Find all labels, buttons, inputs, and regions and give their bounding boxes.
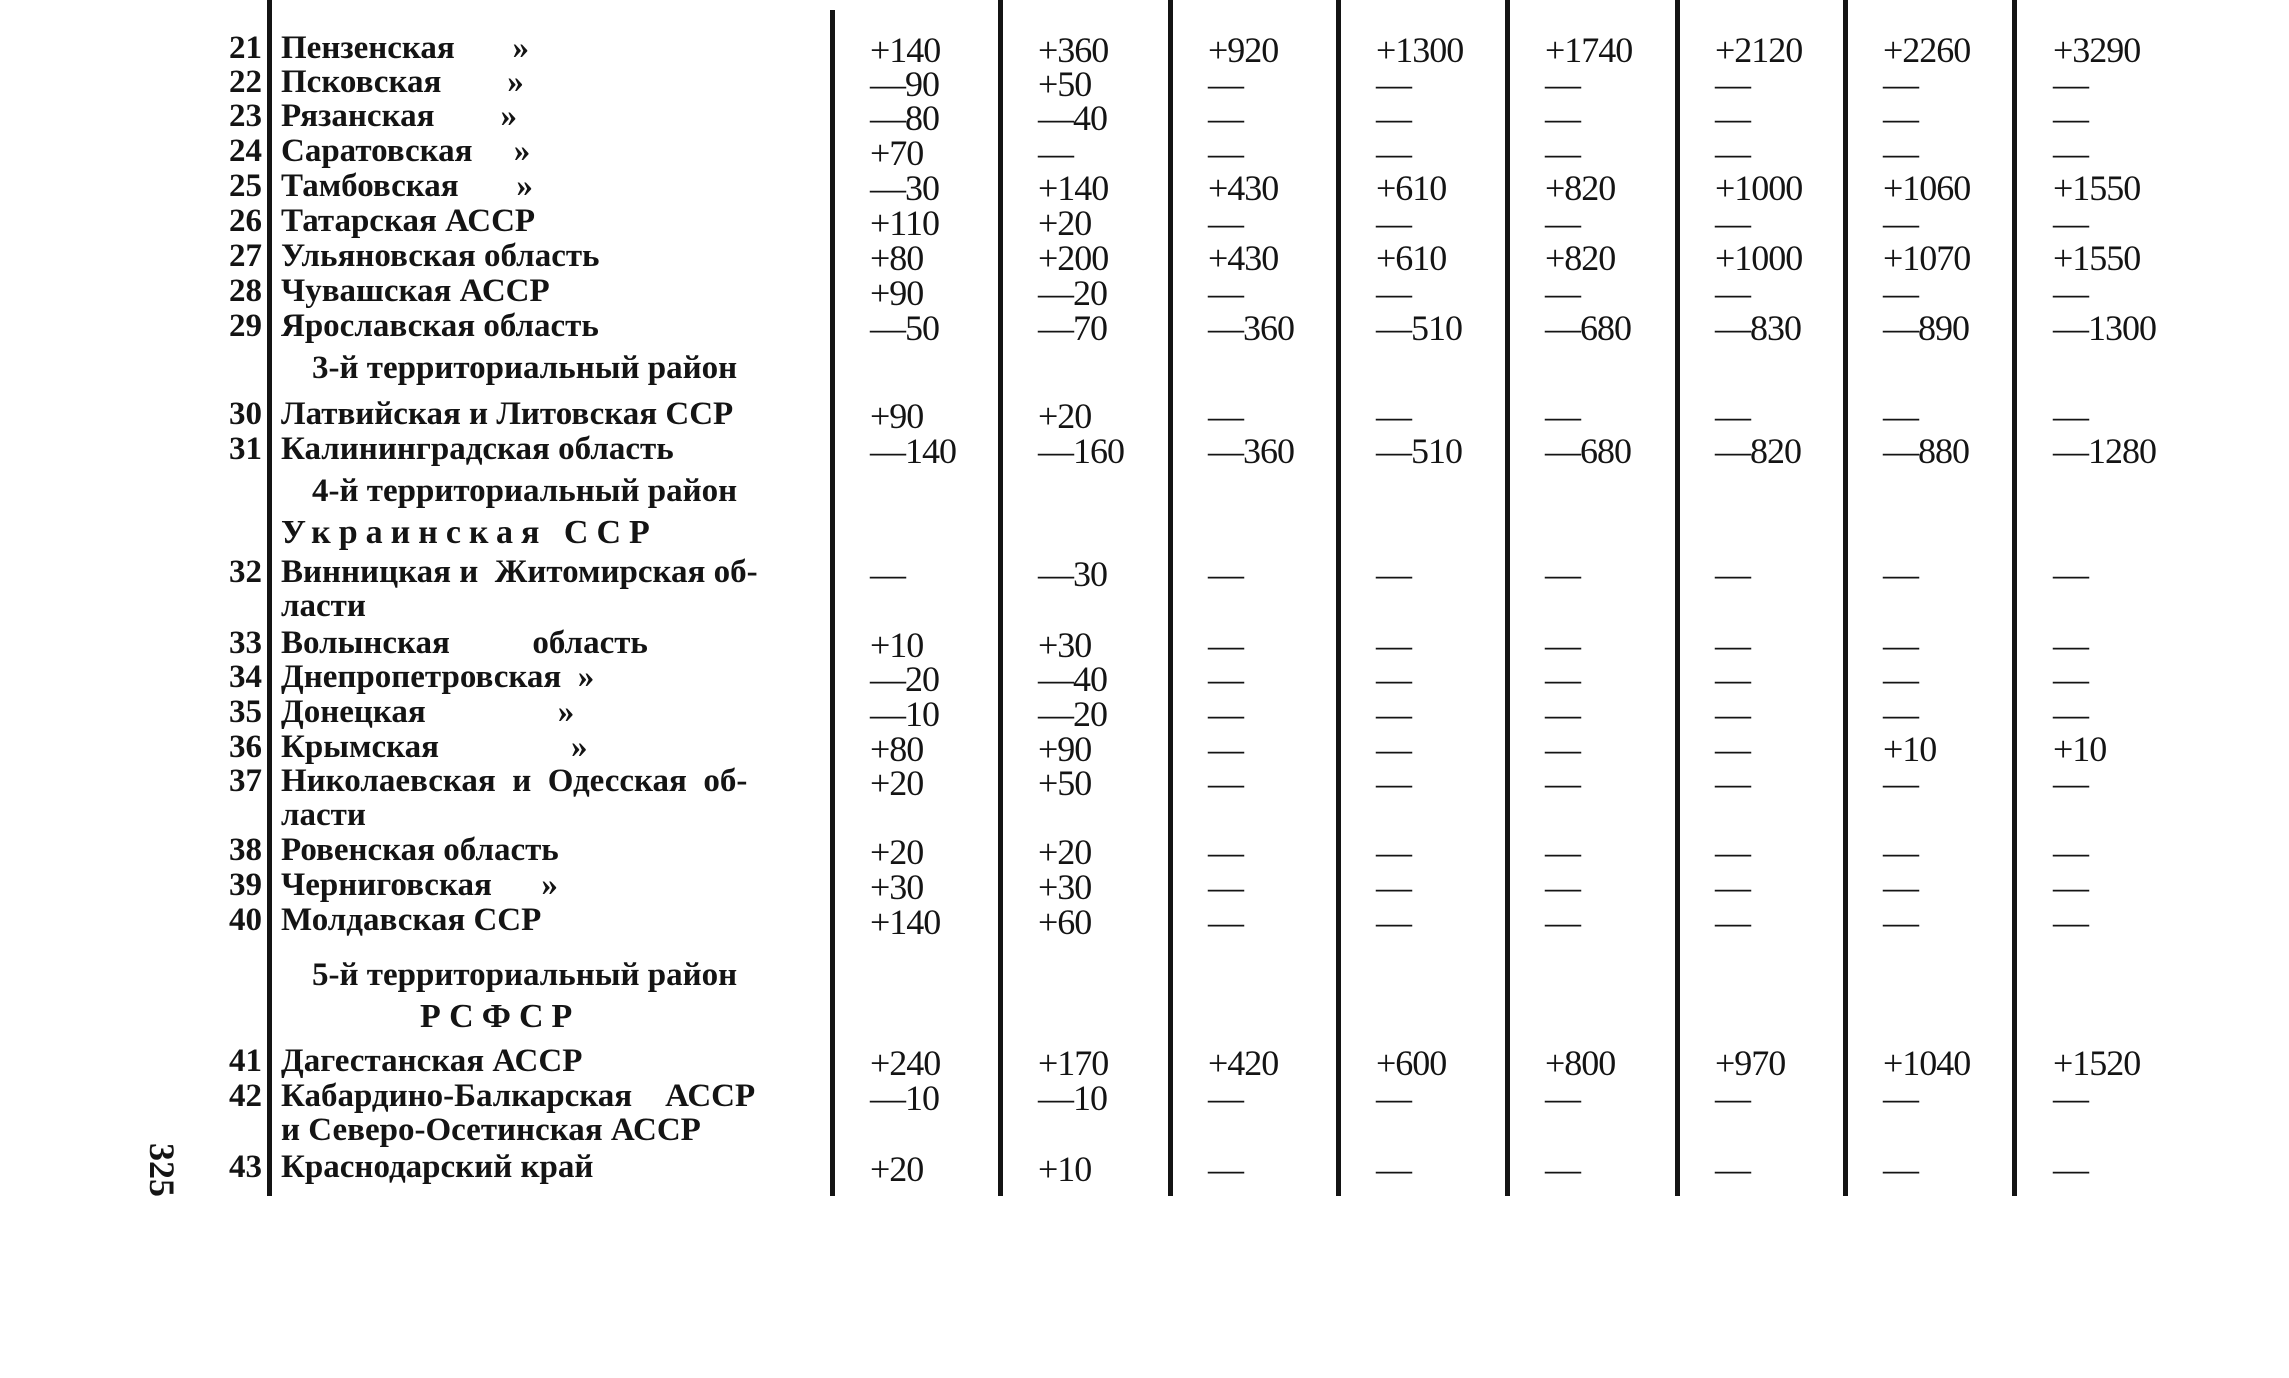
value-cell: +1040 <box>1883 1043 1971 1083</box>
value-cell: +90 <box>1038 729 1092 769</box>
value-cell: —20 <box>1038 273 1107 313</box>
row-number: 31 <box>229 431 262 467</box>
column-rule <box>2012 0 2017 1196</box>
value-cell: +20 <box>1038 396 1092 436</box>
value-cell: +60 <box>1038 902 1092 942</box>
value-cell: — <box>1883 203 1918 243</box>
value-cell: —20 <box>1038 694 1107 734</box>
value-cell: — <box>2053 625 2088 665</box>
value-cell: +10 <box>1038 1149 1092 1189</box>
region-name: Краснодарский край <box>281 1149 594 1185</box>
value-cell: — <box>2053 763 2088 803</box>
value-cell: — <box>1883 694 1918 734</box>
value-cell: +970 <box>1715 1043 1786 1083</box>
value-cell: +800 <box>1545 1043 1616 1083</box>
row-number: 43 <box>229 1149 262 1185</box>
value-cell: —10 <box>870 1078 939 1118</box>
value-cell: +140 <box>870 30 941 70</box>
value-cell: — <box>1376 133 1411 173</box>
value-cell: +240 <box>870 1043 941 1083</box>
value-cell: —680 <box>1545 431 1631 471</box>
value-cell: — <box>1545 133 1580 173</box>
region-name: Калининградская область <box>281 431 674 467</box>
value-cell: — <box>1376 832 1411 872</box>
value-cell: —40 <box>1038 98 1107 138</box>
value-cell: +600 <box>1376 1043 1447 1083</box>
value-cell: +1520 <box>2053 1043 2141 1083</box>
value-cell: — <box>1883 273 1918 313</box>
row-number: 42 <box>229 1078 262 1114</box>
value-cell: — <box>1376 625 1411 665</box>
region-name: Пензенская » <box>281 30 530 66</box>
value-cell: — <box>2053 867 2088 907</box>
region-name: Чувашская АССР <box>281 273 550 309</box>
row-number: 41 <box>229 1043 262 1079</box>
value-cell: +820 <box>1545 168 1616 208</box>
value-cell: — <box>1208 902 1243 942</box>
value-cell: — <box>2053 1149 2088 1189</box>
value-cell: — <box>1208 396 1243 436</box>
value-cell: — <box>1545 396 1580 436</box>
value-cell: —140 <box>870 431 956 471</box>
value-cell: +30 <box>1038 625 1092 665</box>
row-number: 38 <box>229 832 262 868</box>
value-cell: +30 <box>1038 867 1092 907</box>
value-cell: — <box>1883 625 1918 665</box>
row-number: 37 <box>229 763 262 799</box>
row-number: 28 <box>229 273 262 309</box>
value-cell: — <box>1545 203 1580 243</box>
value-cell: — <box>2053 64 2088 104</box>
value-cell: — <box>1715 763 1750 803</box>
value-cell: — <box>2053 203 2088 243</box>
column-rule <box>1336 0 1341 1196</box>
value-cell: — <box>1545 1078 1580 1118</box>
value-cell: —1280 <box>2053 431 2156 471</box>
value-cell: +1550 <box>2053 238 2141 278</box>
value-cell: — <box>1376 729 1411 769</box>
value-cell: —50 <box>870 308 939 348</box>
value-cell: — <box>1376 554 1411 594</box>
value-cell: — <box>1208 1149 1243 1189</box>
value-cell: — <box>1376 1149 1411 1189</box>
value-cell: +70 <box>870 133 924 173</box>
value-cell: +80 <box>870 238 924 278</box>
value-cell: — <box>1208 1078 1243 1118</box>
value-cell: +30 <box>870 867 924 907</box>
value-cell: — <box>1715 98 1750 138</box>
column-rule <box>1675 0 1680 1196</box>
value-cell: — <box>1883 554 1918 594</box>
value-cell: +2120 <box>1715 30 1803 70</box>
value-cell: — <box>1545 832 1580 872</box>
value-cell: +1000 <box>1715 238 1803 278</box>
value-cell: — <box>1376 763 1411 803</box>
value-cell: — <box>1376 98 1411 138</box>
value-cell: +10 <box>2053 729 2107 769</box>
section-subheading: Украинская ССР <box>281 514 658 551</box>
value-cell: — <box>2053 694 2088 734</box>
section-heading: 5-й территориальный район <box>312 957 738 993</box>
value-cell: — <box>1883 396 1918 436</box>
value-cell: — <box>1545 554 1580 594</box>
value-cell: — <box>1883 867 1918 907</box>
value-cell: — <box>1376 273 1411 313</box>
value-cell: — <box>1208 625 1243 665</box>
value-cell: +1060 <box>1883 168 1971 208</box>
region-name: Николаевская и Одесская об- <box>281 763 748 799</box>
region-name: Дагестанская АССР <box>281 1043 583 1079</box>
value-cell: +420 <box>1208 1043 1279 1083</box>
value-cell: +170 <box>1038 1043 1109 1083</box>
value-cell: — <box>1883 1149 1918 1189</box>
value-cell: — <box>2053 273 2088 313</box>
column-rule <box>1505 0 1510 1196</box>
region-name: Татарская АССР <box>281 203 536 239</box>
value-cell: — <box>1715 273 1750 313</box>
value-cell: — <box>1545 729 1580 769</box>
value-cell: —360 <box>1208 308 1294 348</box>
value-cell: — <box>1208 659 1243 699</box>
value-cell: —830 <box>1715 308 1801 348</box>
value-cell: — <box>2053 396 2088 436</box>
value-cell: — <box>1208 867 1243 907</box>
value-cell: —30 <box>1038 554 1107 594</box>
row-number: 22 <box>229 64 262 100</box>
region-name: Ровенская область <box>281 832 559 868</box>
value-cell: — <box>1376 396 1411 436</box>
value-cell: +90 <box>870 396 924 436</box>
value-cell: — <box>1208 133 1243 173</box>
section-heading: 3-й территориальный район <box>312 350 738 386</box>
row-number: 27 <box>229 238 262 274</box>
value-cell: +110 <box>870 203 939 243</box>
value-cell: — <box>1545 64 1580 104</box>
row-number: 39 <box>229 867 262 903</box>
value-cell: — <box>870 554 905 594</box>
value-cell: — <box>1715 902 1750 942</box>
value-cell: — <box>1208 203 1243 243</box>
value-cell: +20 <box>870 1149 924 1189</box>
value-cell: +50 <box>1038 763 1092 803</box>
region-name: Днепропетровская » <box>281 659 595 695</box>
value-cell: — <box>1545 902 1580 942</box>
value-cell: +20 <box>1038 832 1092 872</box>
value-cell: +920 <box>1208 30 1279 70</box>
value-cell: +20 <box>870 763 924 803</box>
row-number: 26 <box>229 203 262 239</box>
value-cell: — <box>1715 625 1750 665</box>
column-rule <box>1168 0 1173 1196</box>
value-cell: +1740 <box>1545 30 1633 70</box>
value-cell: — <box>1208 694 1243 734</box>
value-cell: —160 <box>1038 431 1124 471</box>
value-cell: —40 <box>1038 659 1107 699</box>
row-number: 23 <box>229 98 262 134</box>
value-cell: — <box>1545 763 1580 803</box>
column-rule <box>998 0 1003 1196</box>
value-cell: — <box>1715 867 1750 907</box>
value-cell: — <box>1545 867 1580 907</box>
value-cell: +10 <box>870 625 924 665</box>
page-number: 325 <box>142 1143 182 1197</box>
value-cell: —510 <box>1376 431 1462 471</box>
value-cell: —10 <box>1038 1078 1107 1118</box>
value-cell: +3290 <box>2053 30 2141 70</box>
value-cell: +140 <box>1038 168 1109 208</box>
value-cell: +430 <box>1208 238 1279 278</box>
value-cell: — <box>1208 273 1243 313</box>
value-cell: +360 <box>1038 30 1109 70</box>
value-cell: +140 <box>870 902 941 942</box>
value-cell: —880 <box>1883 431 1969 471</box>
region-name: Рязанская » <box>281 98 517 134</box>
value-cell: — <box>1545 1149 1580 1189</box>
value-cell: — <box>1208 832 1243 872</box>
row-number: 21 <box>229 30 262 66</box>
region-name: Волынская область <box>281 625 648 661</box>
column-rule <box>267 0 272 1196</box>
value-cell: — <box>1208 64 1243 104</box>
value-cell: +10 <box>1883 729 1937 769</box>
value-cell: — <box>1715 659 1750 699</box>
value-cell: +20 <box>870 832 924 872</box>
value-cell: —70 <box>1038 308 1107 348</box>
value-cell: — <box>1715 694 1750 734</box>
value-cell: — <box>1715 64 1750 104</box>
region-name: Саратовская » <box>281 133 531 169</box>
value-cell: — <box>1883 64 1918 104</box>
value-cell: — <box>1883 659 1918 699</box>
value-cell: — <box>2053 1078 2088 1118</box>
value-cell: — <box>1715 203 1750 243</box>
region-name: Винницкая и Житомирская об- <box>281 554 758 590</box>
value-cell: — <box>2053 554 2088 594</box>
column-rule <box>1843 0 1848 1196</box>
value-cell: +50 <box>1038 64 1092 104</box>
region-name: Черниговская » <box>281 867 558 903</box>
value-cell: — <box>1208 729 1243 769</box>
region-name: Латвийская и Литовская ССР <box>281 396 734 432</box>
value-cell: —90 <box>870 64 939 104</box>
section-subheading: РСФСР <box>420 998 581 1035</box>
value-cell: —10 <box>870 694 939 734</box>
value-cell: — <box>2053 832 2088 872</box>
value-cell: +90 <box>870 273 924 313</box>
value-cell: — <box>1376 203 1411 243</box>
value-cell: — <box>1883 902 1918 942</box>
value-cell: — <box>1545 694 1580 734</box>
value-cell: — <box>1715 554 1750 594</box>
value-cell: — <box>2053 902 2088 942</box>
row-number: 36 <box>229 729 262 765</box>
value-cell: — <box>1545 273 1580 313</box>
row-number: 40 <box>229 902 262 938</box>
region-name: Крымская » <box>281 729 588 765</box>
region-name: Донецкая » <box>281 694 575 730</box>
value-cell: — <box>1208 763 1243 803</box>
value-cell: — <box>1376 694 1411 734</box>
value-cell: —890 <box>1883 308 1969 348</box>
value-cell: — <box>2053 133 2088 173</box>
region-name-continuation: ласти <box>281 588 366 624</box>
value-cell: — <box>1883 763 1918 803</box>
value-cell: —20 <box>870 659 939 699</box>
region-name: Кабардино-Балкарская АССР <box>281 1078 756 1114</box>
value-cell: — <box>1715 1078 1750 1118</box>
value-cell: — <box>1883 98 1918 138</box>
value-cell: — <box>1715 133 1750 173</box>
column-rule <box>830 10 835 1196</box>
region-name: Ульяновская область <box>281 238 600 274</box>
value-cell: — <box>1883 1078 1918 1118</box>
value-cell: —820 <box>1715 431 1801 471</box>
value-cell: +820 <box>1545 238 1616 278</box>
value-cell: —360 <box>1208 431 1294 471</box>
value-cell: — <box>1208 98 1243 138</box>
value-cell: +1550 <box>2053 168 2141 208</box>
row-number: 24 <box>229 133 262 169</box>
value-cell: — <box>1883 832 1918 872</box>
row-number: 34 <box>229 659 262 695</box>
region-name-continuation: ласти <box>281 797 366 833</box>
value-cell: +20 <box>1038 203 1092 243</box>
row-number: 35 <box>229 694 262 730</box>
value-cell: — <box>1545 625 1580 665</box>
value-cell: — <box>1376 64 1411 104</box>
value-cell: +610 <box>1376 168 1447 208</box>
value-cell: +430 <box>1208 168 1279 208</box>
value-cell: +80 <box>870 729 924 769</box>
value-cell: —30 <box>870 168 939 208</box>
section-heading: 4-й территориальный район <box>312 473 738 509</box>
row-number: 25 <box>229 168 262 204</box>
region-name: Ярославская область <box>281 308 599 344</box>
region-name: Псковская » <box>281 64 524 100</box>
value-cell: —1300 <box>2053 308 2156 348</box>
row-number: 33 <box>229 625 262 661</box>
value-cell: — <box>2053 98 2088 138</box>
value-cell: — <box>1545 98 1580 138</box>
value-cell: — <box>1208 554 1243 594</box>
row-number: 32 <box>229 554 262 590</box>
value-cell: — <box>1883 133 1918 173</box>
value-cell: —510 <box>1376 308 1462 348</box>
value-cell: — <box>2053 659 2088 699</box>
value-cell: — <box>1376 867 1411 907</box>
value-cell: —80 <box>870 98 939 138</box>
value-cell: — <box>1038 133 1073 173</box>
row-number: 30 <box>229 396 262 432</box>
region-name-continuation: и Северо-Осетинская АССР <box>281 1112 701 1148</box>
value-cell: +200 <box>1038 238 1109 278</box>
value-cell: +1300 <box>1376 30 1464 70</box>
value-cell: —680 <box>1545 308 1631 348</box>
value-cell: +1000 <box>1715 168 1803 208</box>
value-cell: +610 <box>1376 238 1447 278</box>
region-name: Молдавская ССР <box>281 902 542 938</box>
region-name: Тамбовская » <box>281 168 533 204</box>
value-cell: — <box>1715 729 1750 769</box>
value-cell: — <box>1376 1078 1411 1118</box>
value-cell: — <box>1715 1149 1750 1189</box>
value-cell: — <box>1715 396 1750 436</box>
value-cell: — <box>1715 832 1750 872</box>
row-number: 29 <box>229 308 262 344</box>
value-cell: — <box>1376 659 1411 699</box>
value-cell: +2260 <box>1883 30 1971 70</box>
value-cell: — <box>1545 659 1580 699</box>
value-cell: +1070 <box>1883 238 1971 278</box>
value-cell: — <box>1376 902 1411 942</box>
